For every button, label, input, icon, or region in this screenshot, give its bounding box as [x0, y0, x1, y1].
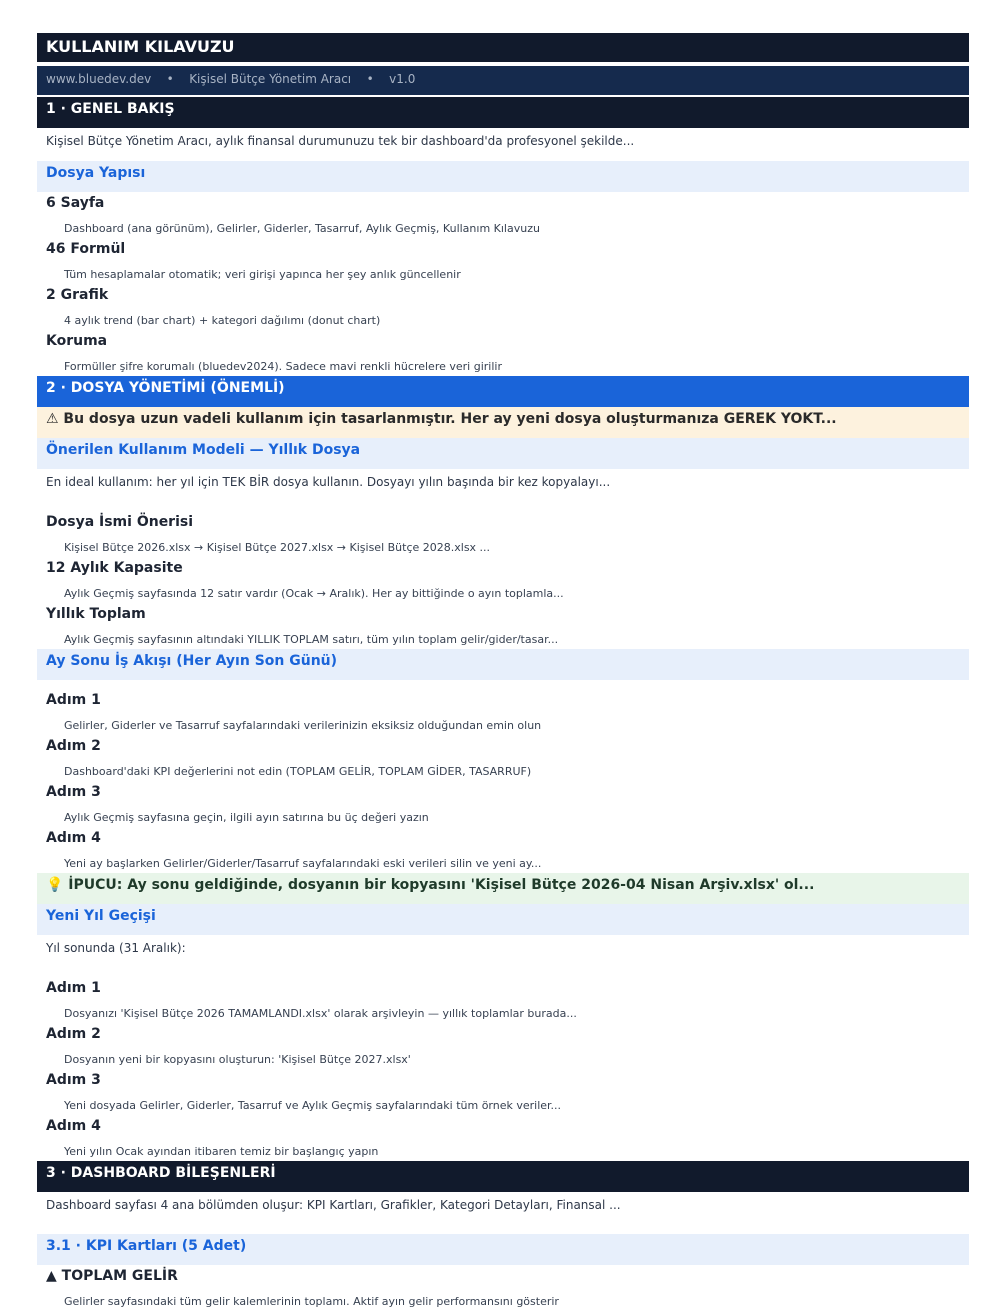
version-text: v1.0 — [389, 72, 416, 86]
list-item — [37, 827, 969, 873]
item-description: Gelirler, Giderler ve Tasarruf sayfalarındaki verilerinizin eksiksiz olduğundan emin olun — [64, 719, 542, 732]
list-item — [37, 1265, 969, 1311]
item-label: 2 Grafik — [46, 287, 109, 303]
app-name-text: Kişisel Bütçe Yönetim Aracı — [189, 72, 352, 86]
item-description: 4 aylık trend (bar chart) + kategori dağılımı (donut chart) — [64, 314, 381, 327]
subsection-heading-kpi-cards: 3.1 · KPI Kartları (5 Adet) — [37, 1234, 969, 1265]
list-item — [37, 330, 969, 376]
item-label: ▲ TOPLAM GELİR — [46, 1268, 178, 1284]
item-label: Adım 4 — [46, 1118, 101, 1134]
document-title: KULLANIM KILAVUZU — [37, 33, 969, 62]
section-heading-dashboard-components: 3 · DASHBOARD BİLEŞENLERİ — [37, 1161, 969, 1192]
separator-dot: • — [166, 72, 174, 86]
separator-dot: • — [366, 72, 374, 86]
item-description: Dosyanızı 'Kişisel Bütçe 2026 TAMAMLANDI.xlsx' olarak arşivleyin — yıllık toplamlar burada... — [64, 1007, 577, 1020]
list-item — [37, 1115, 969, 1161]
item-label: Koruma — [46, 333, 108, 349]
list-item — [37, 192, 969, 238]
item-description: Aylık Geçmiş sayfasında 12 satır vardır (Ocak → Aralık). Her ay bittiğinde o ayın toplamla... — [64, 587, 564, 600]
list-item — [37, 689, 969, 735]
item-description: Yeni yılın Ocak ayından itibaren temiz bir başlangıç yapın — [64, 1145, 379, 1158]
subsection-heading-usage-model: Önerilen Kullanım Modeli — Yıllık Dosya — [37, 438, 969, 469]
item-label: Adım 1 — [46, 692, 101, 708]
list-item — [37, 603, 969, 649]
website-text: www.bluedev.dev — [46, 72, 152, 86]
list-item — [37, 781, 969, 827]
subsection-intro-text: En ideal kullanım: her yıl için TEK BİR dosya kullanın. Dosyayı yılın başında bir kez kopyalayı... — [46, 475, 611, 489]
item-description: Tüm hesaplamalar otomatik; veri girişi yapınca her şey anlık güncellenir — [64, 268, 461, 281]
item-description: Aylık Geçmiş sayfasına geçin, ilgili ayın satırına bu üç değeri yazın — [64, 811, 429, 824]
section-intro-text: Kişisel Bütçe Yönetim Aracı, aylık finansal durumunuzu tek bir dashboard'da profesyonel şekilde... — [46, 134, 635, 148]
section-heading-file-management: 2 · DOSYA YÖNETİMİ (ÖNEMLİ) — [37, 376, 969, 407]
item-description: Gelirler sayfasındaki tüm gelir kalemlerinin toplamı. Aktif ayın gelir performansını gösterir — [64, 1295, 559, 1308]
item-description: Formüller şifre korumalı (bluedev2024). Sadece mavi renkli hücrelere veri girilir — [64, 360, 502, 373]
subsection-heading-month-end-workflow: Ay Sonu İş Akışı (Her Ayın Son Günü) — [37, 649, 969, 680]
item-description: Dosyanın yeni bir kopyasını oluşturun: 'Kişisel Bütçe 2027.xlsx' — [64, 1053, 411, 1066]
section-heading-general-overview: 1 · GENEL BAKIŞ — [37, 97, 969, 128]
item-description: Kişisel Bütçe 2026.xlsx → Kişisel Bütçe 2027.xlsx → Kişisel Bütçe 2028.xlsx ... — [64, 541, 491, 554]
list-item — [37, 511, 969, 557]
item-description: Yeni dosyada Gelirler, Giderler, Tasarruf ve Aylık Geçmiş sayfalarındaki tüm örnek veriler... — [64, 1099, 562, 1112]
item-description: Dashboard'daki KPI değerlerini not edin (TOPLAM GELİR, TOPLAM GİDER, TASARRUF) — [64, 765, 532, 778]
user-guide-document — [37, 33, 969, 1311]
item-label: 12 Aylık Kapasite — [46, 560, 183, 576]
list-item — [37, 1023, 969, 1069]
list-item — [37, 284, 969, 330]
list-item — [37, 1069, 969, 1115]
item-description: Aylık Geçmiş sayfasının altındaki YILLIK TOPLAM satırı, tüm yılın toplam gelir/gider/tasar... — [64, 633, 559, 646]
document-subtitle-bar — [37, 66, 969, 95]
item-description: Dashboard (ana görünüm), Gelirler, Giderler, Tasarruf, Aylık Geçmiş, Kullanım Kılavuzu — [64, 222, 540, 235]
list-item — [37, 977, 969, 1023]
subsection-heading-new-year: Yeni Yıl Geçişi — [37, 904, 969, 935]
list-item — [37, 557, 969, 603]
subsection-heading-file-structure: Dosya Yapısı — [37, 161, 969, 192]
item-label: Yıllık Toplam — [46, 606, 146, 622]
warning-banner: ⚠ Bu dosya uzun vadeli kullanım için tasarlanmıştır. Her ay yeni dosya oluşturmanıza GEREK YOKT... — [37, 407, 969, 438]
list-item — [37, 735, 969, 781]
subsection-intro-text: Yıl sonunda (31 Aralık): — [46, 941, 186, 955]
item-label: 6 Sayfa — [46, 195, 105, 211]
item-description: Yeni ay başlarken Gelirler/Giderler/Tasarruf sayfalarındaki eski verileri silin ve yeni ay... — [64, 857, 542, 870]
item-label: 46 Formül — [46, 241, 126, 257]
item-label: Adım 3 — [46, 1072, 101, 1088]
item-label: Adım 3 — [46, 784, 101, 800]
tip-banner: 💡 İPUCU: Ay sonu geldiğinde, dosyanın bir kopyasını 'Kişisel Bütçe 2026-04 Nisan Arşiv.xlsx' ol... — [37, 873, 969, 904]
list-item — [37, 238, 969, 284]
item-label: Adım 4 — [46, 830, 101, 846]
section-intro-text: Dashboard sayfası 4 ana bölümden oluşur: KPI Kartları, Grafikler, Kategori Detayları, Finansal ... — [46, 1198, 621, 1212]
item-label: Adım 2 — [46, 738, 101, 754]
item-label: Dosya İsmi Önerisi — [46, 514, 194, 530]
item-label: Adım 2 — [46, 1026, 101, 1042]
item-label: Adım 1 — [46, 980, 101, 996]
